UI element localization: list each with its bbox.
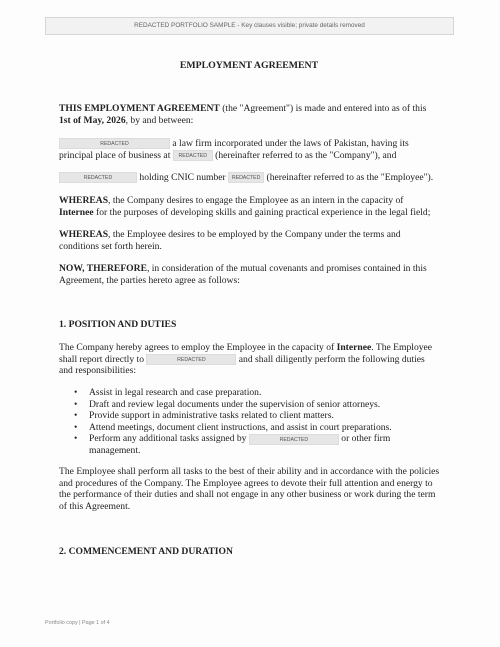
party2-text-a: holding CNIC number bbox=[137, 172, 229, 183]
section-1-paragraph-1 bbox=[59, 342, 441, 377]
s1-p1-a: The Company hereby agrees to employ the Employee in the capacity of bbox=[59, 342, 337, 353]
now-text: , in consideration of the mutual covenants and promises contained in this Agreement, the parties hereto agree as follows: bbox=[59, 263, 427, 286]
bullet: • bbox=[74, 410, 78, 422]
duty-item bbox=[59, 433, 439, 456]
duty-text: Draft and review legal documents under the supervision of senior attorneys. bbox=[89, 398, 381, 410]
intro-paragraph bbox=[59, 103, 441, 126]
duty-item bbox=[59, 399, 439, 411]
redacted-assigner: REDACTED bbox=[249, 434, 339, 445]
party2-text-b: (hereinafter referred to as the "Employee"). bbox=[264, 172, 434, 183]
section-1-paragraph-2: The Employee shall perform all tasks to the best of their ability and in accordance with the policies and procedures of the Company. The Employee agrees to devote their full attention and energy to the performance of their duties and shall not engage in any other business or work during the term of this Agreement. bbox=[59, 466, 440, 512]
duty-text: Attend meetings, document client instructions, and assist in court preparations. bbox=[89, 421, 392, 433]
intro-lead-text: (the "Agreement") is made and entered into as of this bbox=[219, 103, 427, 114]
redacted-cnic-number: REDACTED bbox=[228, 172, 264, 183]
s1-p1-b: . The Employee bbox=[371, 342, 433, 353]
s1-p1-e: and responsibilities: bbox=[59, 365, 137, 377]
section-2-heading: 2. COMMENCEMENT AND DURATION bbox=[59, 546, 233, 557]
party1-text-b: principal place of business at bbox=[59, 149, 173, 161]
duty5-a: Perform any additional tasks assigned by bbox=[89, 433, 249, 445]
party1-text-a: a law firm incorporated under the laws of Pakistan, having its bbox=[170, 138, 409, 149]
duty-text: Assist in legal research and case preparation. bbox=[89, 387, 262, 398]
redacted-company-name: REDACTED bbox=[59, 138, 170, 149]
party-company-paragraph bbox=[59, 138, 441, 161]
redacted-supervisor: REDACTED bbox=[146, 354, 236, 365]
whereas2-text: , the Employee desires to be employed by the Company under the terms and conditions set forth herein. bbox=[59, 229, 401, 252]
now-therefore-paragraph bbox=[59, 263, 441, 286]
whereas1-bold2: Internee bbox=[59, 206, 94, 218]
duty-item bbox=[59, 422, 439, 434]
duty-item bbox=[59, 387, 439, 399]
whereas1-text-b: for the purposes of developing skills and gaining practical experience in the legal field; bbox=[93, 206, 431, 218]
duty5-c: management. bbox=[89, 444, 141, 456]
agreement-date: 1st of May, 2026 bbox=[59, 114, 126, 126]
duty-item bbox=[59, 410, 439, 422]
s1-p1-c: shall report directly to bbox=[59, 353, 147, 365]
duty5-b: or other firm bbox=[338, 433, 391, 445]
whereas-company-paragraph bbox=[59, 195, 441, 218]
party-employee-paragraph bbox=[59, 172, 441, 184]
whereas1-text-a: , the Company desires to engage the Employee as an intern in the capacity of bbox=[108, 195, 404, 206]
section-1-heading: 1. POSITION AND DUTIES bbox=[59, 319, 177, 330]
intro-lead-bold: THIS EMPLOYMENT AGREEMENT bbox=[59, 103, 220, 114]
redacted-company-address: REDACTED bbox=[173, 150, 213, 161]
page-footer: Portfolio copy | Page 1 of 4 bbox=[45, 620, 110, 626]
party1-text-c: (hereinafter referred to as the "Company"), and bbox=[212, 149, 397, 161]
redaction-banner: REDACTED PORTFOLIO SAMPLE - Key clauses visible; private details removed bbox=[45, 17, 454, 35]
intro-date-text: , by and between: bbox=[125, 114, 194, 126]
whereas2-bold: WHEREAS bbox=[59, 229, 109, 240]
bullet: • bbox=[74, 387, 78, 398]
duties-list bbox=[59, 387, 439, 457]
whereas-employee-paragraph bbox=[59, 229, 441, 252]
bullet: • bbox=[74, 398, 78, 410]
whereas1-bold: WHEREAS bbox=[59, 195, 109, 206]
redacted-employee-name: REDACTED bbox=[59, 172, 137, 183]
s1-p1-bold: Internee bbox=[336, 342, 372, 353]
s1-p1-d: and shall diligently perform the following duties bbox=[236, 353, 425, 365]
now-bold: NOW, THEREFORE bbox=[59, 263, 147, 274]
document-title: EMPLOYMENT AGREEMENT bbox=[179, 60, 319, 71]
bullet: • bbox=[74, 421, 78, 433]
duty-text: Provide support in administrative tasks related to client matters. bbox=[89, 410, 334, 422]
bullet: • bbox=[74, 433, 78, 445]
